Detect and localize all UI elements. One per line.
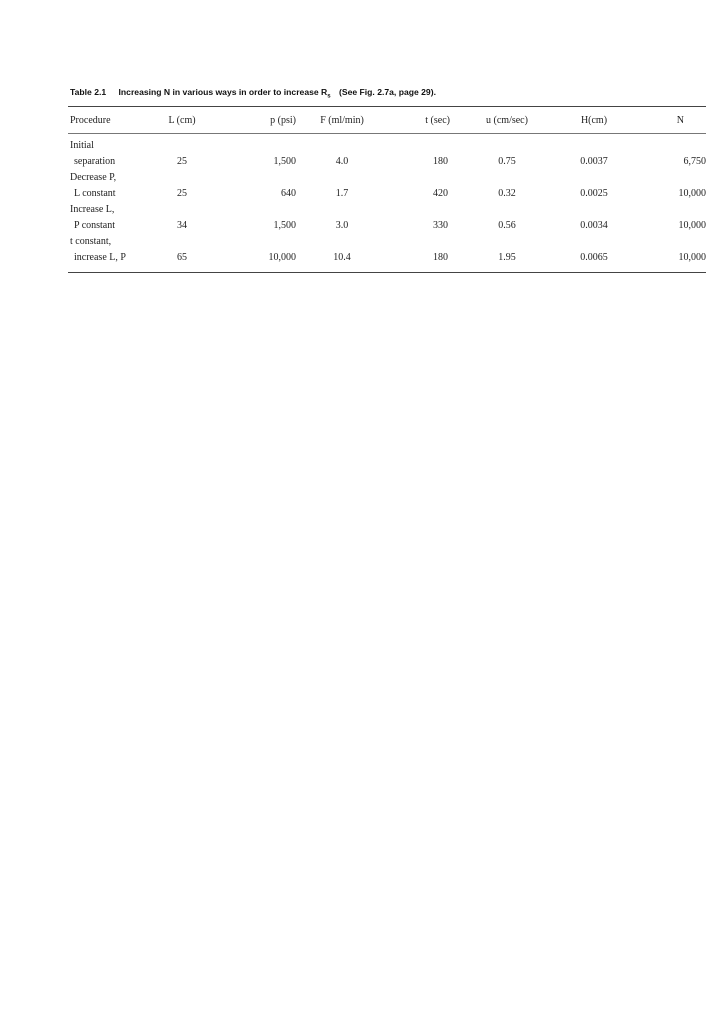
cell-time: 420 <box>433 187 448 199</box>
table-caption <box>70 87 710 100</box>
table-row <box>70 249 706 265</box>
cell-plate-height: 0.0025 <box>580 187 608 199</box>
cell-plate-number: 10,000 <box>678 187 706 199</box>
cell-plate-height: 0.0037 <box>580 155 608 167</box>
table-bottom-rule <box>68 272 706 273</box>
caption-subscript: s <box>327 93 331 100</box>
cell-velocity: 0.32 <box>498 187 516 199</box>
procedure-line-2: P constant <box>74 219 116 231</box>
caption-table-number: Table 2.1 <box>70 87 107 97</box>
cell-flow: 10.4 <box>333 251 351 263</box>
cell-flow: 4.0 <box>335 155 349 167</box>
cell-flow: 3.0 <box>335 219 349 231</box>
table-row <box>70 201 706 217</box>
procedure-line-1: t constant, <box>70 235 112 247</box>
cell-time: 180 <box>433 155 448 167</box>
cell-velocity: 0.56 <box>498 219 516 231</box>
cell-flow: 1.7 <box>335 187 349 199</box>
procedure-line-1: Initial <box>70 139 94 151</box>
cell-plate-number: 6,750 <box>683 155 706 167</box>
table-header-row <box>70 108 706 132</box>
header-flow: F (ml/min) <box>320 114 364 126</box>
header-velocity: u (cm/sec) <box>486 114 528 126</box>
table-row <box>70 169 706 185</box>
header-procedure: Procedure <box>70 114 111 126</box>
data-table <box>70 108 706 265</box>
cell-pressure: 1,500 <box>273 219 296 231</box>
header-time: t (sec) <box>425 114 450 126</box>
header-plate-number: N <box>676 114 684 126</box>
cell-plate-height: 0.0065 <box>580 251 608 263</box>
cell-pressure: 640 <box>281 187 296 199</box>
cell-time: 180 <box>433 251 448 263</box>
procedure-line-2: L constant <box>74 187 116 199</box>
cell-plate-height: 0.0034 <box>580 219 608 231</box>
table-row <box>70 233 706 249</box>
header-plate-height: H(cm) <box>580 114 608 126</box>
caption-reference: (See Fig. 2.7a, page 29). <box>339 87 436 97</box>
procedure-line-2: separation <box>74 155 116 167</box>
cell-length: 34 <box>177 219 187 231</box>
cell-plate-number: 10,000 <box>678 219 706 231</box>
cell-velocity: 0.75 <box>498 155 516 167</box>
cell-pressure: 1,500 <box>273 155 296 167</box>
header-length: L (cm) <box>168 114 196 126</box>
cell-length: 65 <box>177 251 187 263</box>
header-pressure: p (psi) <box>270 114 296 126</box>
table-top-rule <box>68 106 706 107</box>
cell-length: 25 <box>177 187 187 199</box>
table-row <box>70 185 706 201</box>
cell-length: 25 <box>177 155 187 167</box>
table-row <box>70 137 706 153</box>
caption-title: Increasing N in various ways in order to increase R <box>118 87 328 97</box>
procedure-line-2: increase L, P <box>74 251 126 263</box>
cell-plate-number: 10,000 <box>678 251 706 263</box>
table-row <box>70 217 706 233</box>
cell-time: 330 <box>433 219 448 231</box>
cell-velocity: 1.95 <box>498 251 516 263</box>
procedure-line-1: Decrease P, <box>70 171 117 183</box>
table-row <box>70 153 706 169</box>
procedure-line-1: Increase L, <box>70 203 115 215</box>
cell-pressure: 10,000 <box>268 251 296 263</box>
